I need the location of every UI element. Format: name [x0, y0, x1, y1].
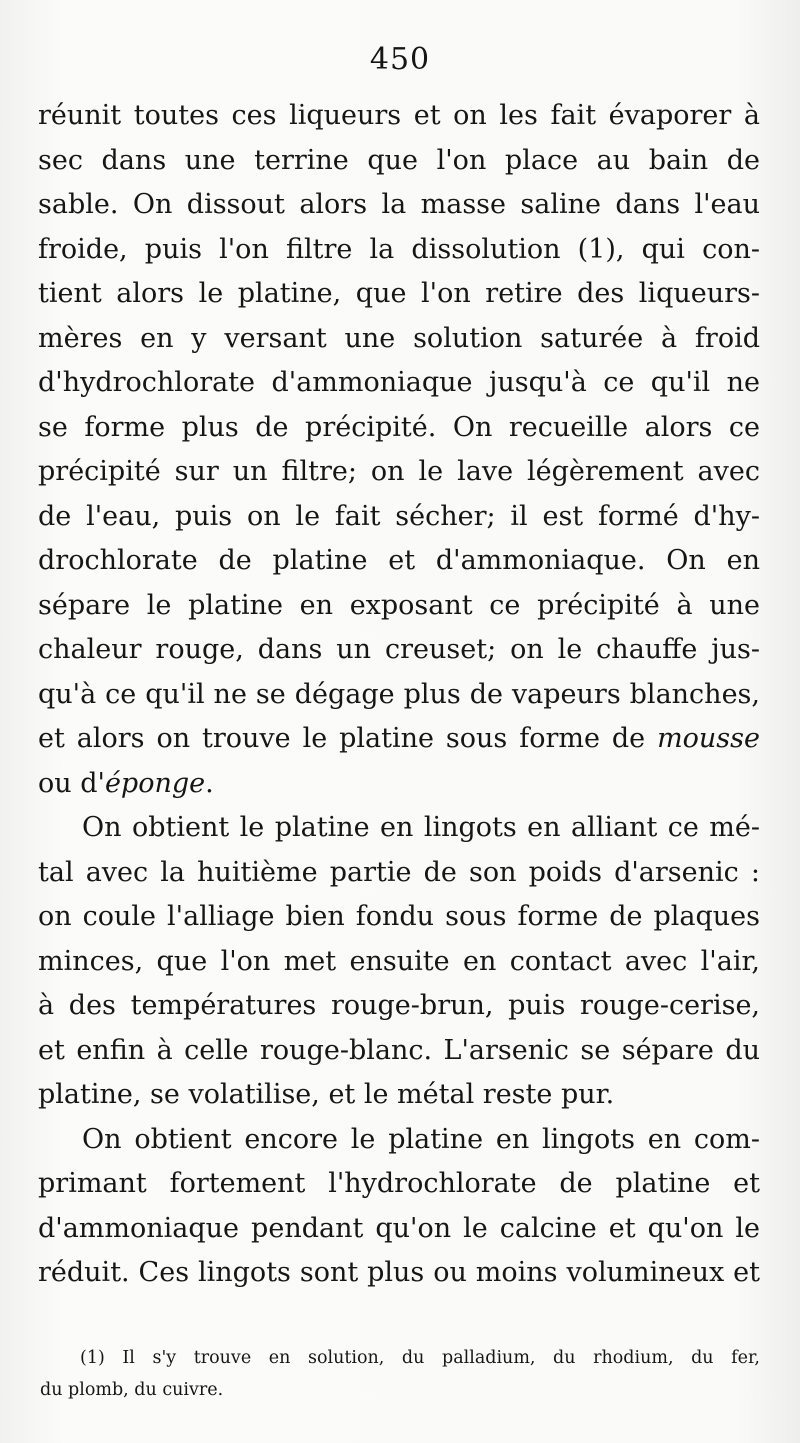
text-line: à des températures rouge-brun, puis rouge-cerise,: [38, 990, 760, 1021]
italic-word-mousse: mousse: [657, 723, 760, 754]
text-line: et enfin à celle rouge-blanc. L'arsenic se sépare du: [38, 1034, 760, 1066]
text-line: réduit. Ces lingots sont plus ou moins volumineux et: [38, 1257, 760, 1288]
text-line: réunit toutes ces liqueurs et on les fait évaporer à: [38, 100, 760, 131]
text-line: primant fortement l'hydrochlorate de platine et: [38, 1168, 760, 1199]
text-line-with-italic: [38, 717, 760, 762]
text-line: de l'eau, puis on le fait sécher; il est formé d'hy-: [38, 500, 760, 532]
text-line-with-italic: [38, 762, 760, 807]
text-line: précipité sur un filtre; on le lave légèrement avec: [38, 456, 760, 487]
italic-word-eponge: éponge: [104, 767, 206, 799]
text-line: d'ammoniaque pendant qu'on le calcine et qu'on le: [38, 1212, 760, 1244]
text-line: platine, se volatilise, et le métal reste pur.: [38, 1079, 615, 1110]
text-line: on coule l'alliage bien fondu sous forme de plaques: [38, 901, 760, 932]
text-line: sépare le platine en exposant ce précipité à une: [38, 589, 760, 621]
text-fragment: .: [205, 767, 214, 799]
text-fragment: et alors on trouve le platine sous forme de: [38, 723, 658, 754]
text-line: mères en y versant une solution saturée à froid: [38, 322, 760, 354]
text-line: se forme plus de précipité. On recueille alors ce: [38, 411, 760, 443]
text-line: chaleur rouge, dans un creuset; on le chauffe jus-: [38, 634, 760, 665]
footnote: [40, 1342, 760, 1406]
text-line: drochlorate de platine et d'ammoniaque. On en: [38, 545, 760, 576]
paragraph-start: On obtient le platine en lingots en alliant ce mé-: [82, 812, 760, 843]
text-line: sec dans une terrine que l'on place au bain de: [38, 144, 760, 176]
paragraph-start: On obtient encore le platine en lingots en com-: [82, 1123, 760, 1155]
text-line: tient alors le platine, que l'on retire des liqueurs-: [38, 278, 760, 309]
text-line: tal avec la huitième partie de son poids d'arsenic :: [38, 856, 760, 888]
text-line: d'hydrochlorate d'ammoniaque jusqu'à ce qu'il ne: [38, 367, 760, 398]
text-line: froide, puis l'on filtre la dissolution (1), qui con-: [38, 233, 760, 265]
footnote-line: (1) Il s'y trouve en solution, du palladium, du rhodium, du fer,: [80, 1348, 760, 1368]
text-fragment: ou d': [38, 767, 105, 799]
text-line: sable. On dissout alors la masse saline dans l'eau: [38, 189, 760, 220]
footnote-line: du plomb, du cuivre.: [40, 1380, 224, 1400]
page-number: 450: [369, 42, 431, 77]
text-line: qu'à ce qu'il ne se dégage plus de vapeurs blanches,: [38, 678, 760, 710]
text-line: minces, que l'on met ensuite en contact avec l'air,: [38, 945, 760, 977]
body-text: [38, 94, 760, 1296]
